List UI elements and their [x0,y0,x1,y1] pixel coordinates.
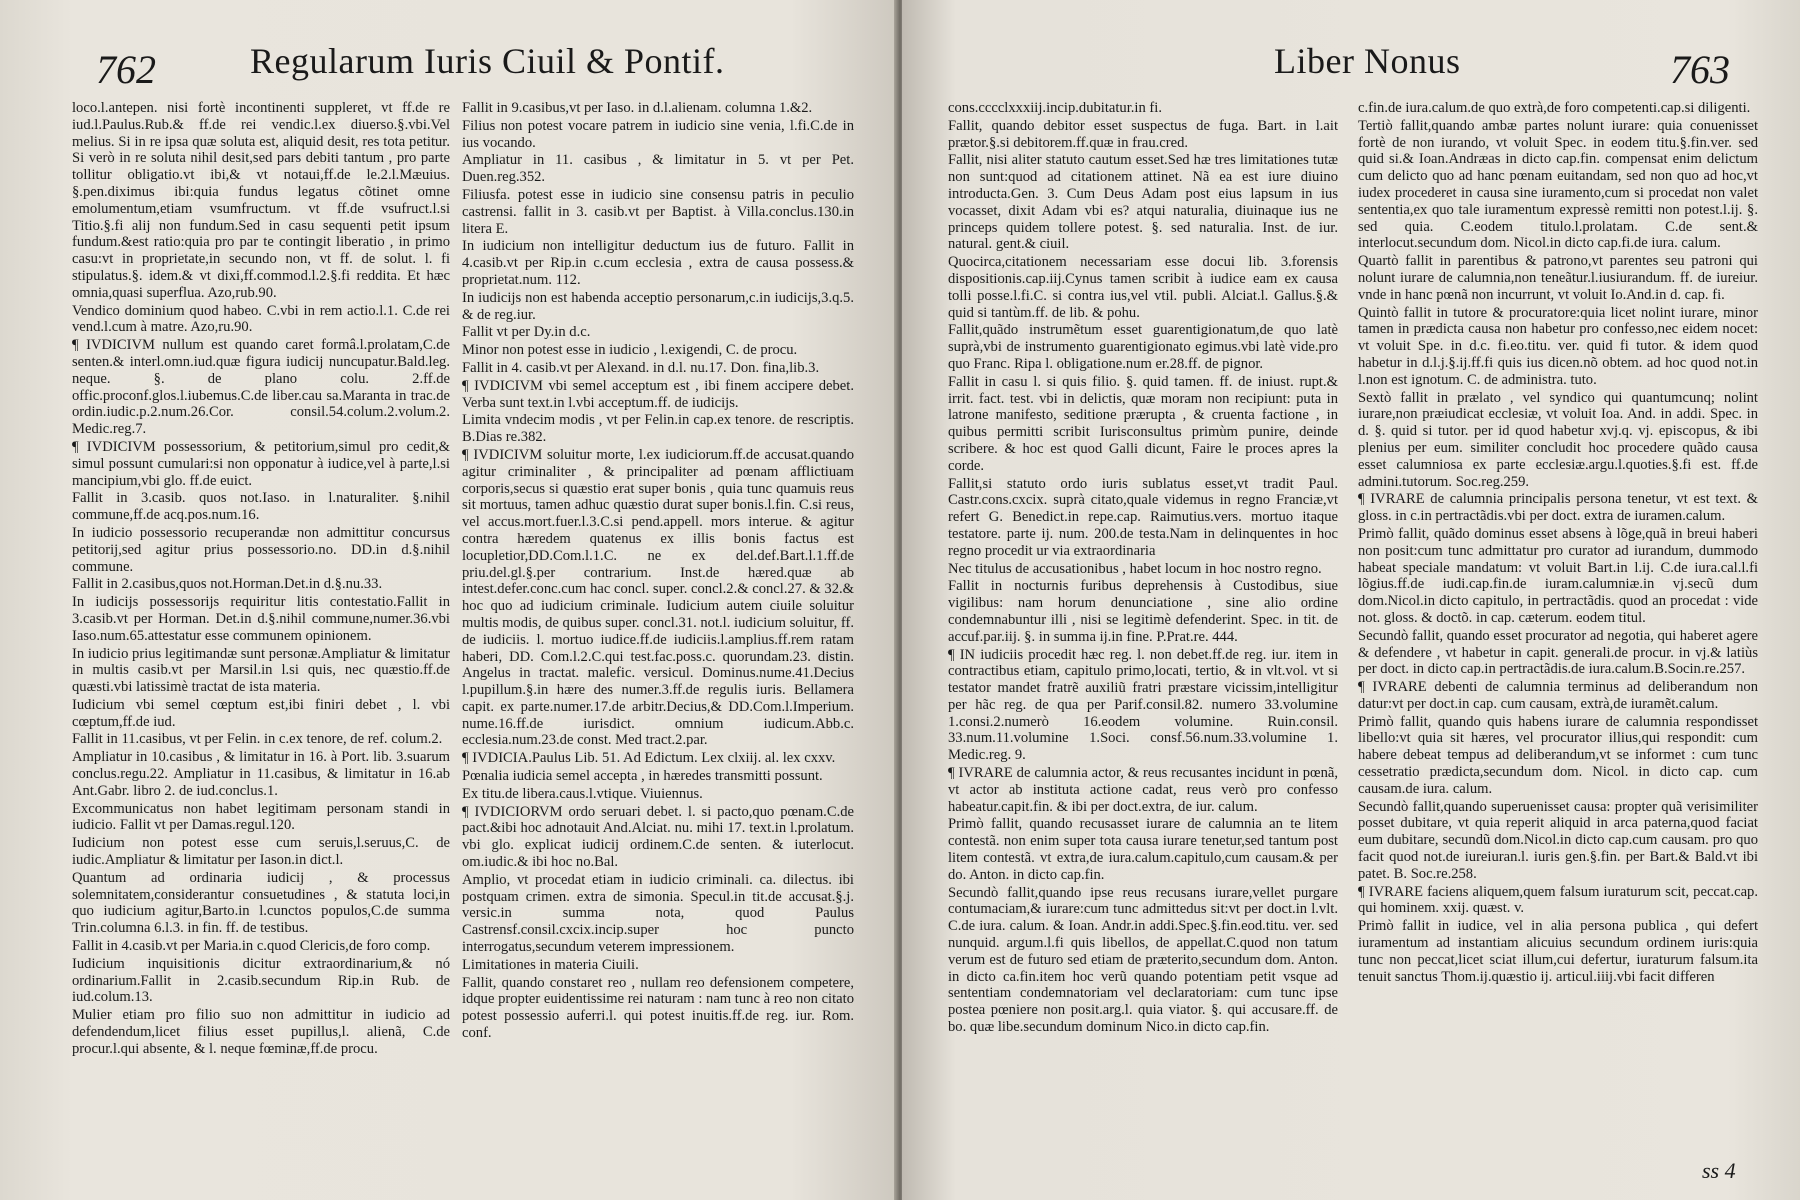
paragraph: Fallit in nocturnis furibus deprehensis à Custodibus, siue vigilibus: nam horum denunciatione , sine alio ordine condemnabuntur illi , nisi se legitimè defenderint. Spec. in tit. de accuf.par.iij. §. in summa ij.in fine. P.Prat.re. 444. [948,578,1338,645]
paragraph: cons.cccclxxxiij.incip.dubitatur.in fi. [948,100,1162,116]
right-column-2 [1358,100,1758,1190]
paragraph: Limitationes in materia Ciuili. [462,956,639,973]
paragraph: ¶ IVDICIVM possessorium, & petitorium,simul pro cedit,& simul possunt cumulari:si non opponatur à iudice,vel à parte,l.si mancipium,vbi glo. ff.de euict. [72,438,450,489]
paragraph: Amplio, vt procedat etiam in iudicio criminali. ca. dilectus. ibi postquam crimen. extra de simonia. Specul.in tit.de accusat.§.j. versic.in summa nota, quod Paulus Castrensf.consil.cxcix.incip.super hoc puncto interrogatus,secundum veterem impressionem. [462,871,854,956]
paragraph: In iudicium non intelligitur deductum ius de futuro. Fallit in 4.casib.vt per Rip.in c.cum ecclesia , extra de causa possess.& proprietat.num. 112. [462,238,854,288]
paragraph: Secundò fallit, quando esset procurator ad negotia, qui haberet agere & defendere , vt habetur in capit. generali.de procur. in vj.& latiùs per doct. in dicto cap.in pertractãdis.de iura.calum.B.Socin.re.257. [1358,627,1758,678]
paragraph: Quantum ad ordinaria iudicij , & processus solemnitatem,considerantur consuetudines , & statuta loci,in quo iudicium agitur,Barto.in l.cunctos populos,C.de summa Trin.columna 6.l.3. in fin. ff. de testibus. [72,869,450,937]
paragraph: Secundò fallit,quando ipse reus recusans iurare,vellet purgare contumaciam,& iurare:cum tunc admittedus sit:vt per doct.in l.vlt. C.de iura. calum. & Ioan. Andr.in addi.Spec.§.fin.eod.titu. ver. sed nunquid. argum.l.fi quis libellos, de appellat.C.quod non tatum verum est de futuro sed etiam de præterito,secundum dom. Anton. in dicto ca.fin.item hoc verũ quando potentiam petit vsque ad sententiam condemnatoriam vel declaratoriam: cum tunc ipse postea pœniere non posit.arg.l. quia viator. §. qui accusare.ff. de bo. quæ libe.secundum dominum Nico.in dicto cap.fin. [948,884,1338,1036]
paragraph: Mulier etiam pro filio suo non admittitur in iudicio ad defendendum,licet filius esset pupillus,l. alienã, C.de procur.l.qui absente, & l. neque fœminæ,ff.de procu. [72,1007,450,1057]
right-page-number: 763 [1670,47,1730,92]
paragraph: Primò fallit in iudice, vel in alia persona publica , qui defert iuramentum ad instantiam alicuius secundum ordinem iuris:quia tunc non peccat,licet sciat illum,cui defertur, iuraturum falsum.ita tenuit sanctus Thom.ij.quæstio ij. articul.iiij.vbi facit differen [1358,918,1758,985]
paragraph: Iudicium vbi semel cœptum est,ibi finiri debet , l. vbi cœptum,ff.de iud. [72,696,450,730]
paragraph: Fallit,quãdo instrumẽtum esset guarentigionatum,de quo latè suprà,vbi de instrumento guarentigionato egimus.vbi latè vide.pro quo Franc. Ripa l. obligatione.num er.28.ff. de pignor. [948,322,1338,372]
paragraph: Minor non potest esse in iudicio , l.exigendi, C. de procu. [462,342,798,359]
paragraph: ¶ IVDICIA.Paulus Lib. 51. Ad Edictum. Lex clxiij. al. lex cxxv. [462,750,836,767]
paragraph: Nec titulus de accusationibus , habet locum in hoc nostro regno. [948,560,1322,577]
paragraph: Quocirca,citationem necessariam esse docui lib. 3.forensis dispositionis.cap.iij.Cynus tamen scribit à iudice eam ex causa tolli posse.l.fi.C. si contra ius,vel vtil. publi. Alciat.l. Gallus.§.& quid si tantùm.ff. de lib. & pohu. [948,254,1338,321]
paragraph: Fallit in 2.casibus,quos not.Horman.Det.in d.§.nu.33. [72,576,383,593]
left-running-head: Regularum Iuris Ciuil & Pontif. [250,41,725,81]
paragraph: Fallit vt per Dy.in d.c. [462,324,591,341]
paragraph: Fallit in casu l. si quis filio. §. quid tamen. ff. de iniust. rupt.& irrit. fact. test. vbi in delictis, quæ moram non recipiunt: puta in latrone manifesto, seditione prærupta , & cruenta factione , in quibus permitti scribit Iurisconsultus primùm punire, deinde scribere. & hoc est quod Galli dicunt, Faire le proces apres la corde. [948,373,1338,474]
paragraph: Secundò fallit,quando superuenisset causa: propter quã verisimiliter posset dubitare, vt quia reperit aliquid in arca paterna,quod faciat eum dubitare, secundũ dom.Nicol.in dicto cap.cum causam. pro quo facit quod not.de iureiuran.l. iuris gen.§.fin. per Bart.& Bald.vt ibi patet. B. Soc.re.258. [1358,798,1758,882]
paragraph: Limita vndecim modis , vt per Felin.in cap.ex tenore. de rescriptis. B.Dias re.382. [462,412,854,446]
right-column-1 [948,100,1338,1190]
paragraph: Primò fallit, quãdo dominus esset absens à lõge,quã in breui haberi non posit:cum tunc admittatur pro curator ad iurandum, dummodo habeat speciale mandatum: vt voluit Bart.in l.ij. C.de iura.cal.l.fi lõgius.ff.de iudi.cap.fin.de iuram.calumniæ.in vj.secũ dum dom.Nicol.in dicto capitulo, in pertractãdis. quod an procedat : vide not. gloss. & doctõ. in cap. cæterum. eodem titul. [1358,525,1758,626]
signature-mark: ss 4 [1702,1158,1736,1183]
paragraph: Fallit,si statuto ordo iuris sublatus esset,vt tradit Paul. Castr.cons.cxcix. suprà citato,quale videmus in regno Franciæ,vt refert G. Benedict.in repe.cap. Raimutius.vers. mortuo itaque testatore. parte ij. num. 200.de testa.Nam in delinquentes in hoc regno procedit ur via extraordinaria [948,475,1338,559]
paragraph: In iudicijs non est habenda acceptio personarum,c.in iudicijs,3.q.5. & de reg.iur. [462,289,854,323]
right-page [902,0,1800,1200]
paragraph: Ampliatur in 11. casibus , & limitatur in 5. vt per Pet. Duen.reg.352. [462,152,854,186]
paragraph: ¶ IVDICIVM vbi semel acceptum est , ibi finem accipere debet. Verba sunt text.in l.vbi acceptum.ff. de iudicijs. [462,377,854,411]
paragraph: ¶ IVRARE debenti de calumnia terminus ad deliberandum non datur:vt per doct.in cap. cum causam, extrà,de iuramẽt.calum. [1358,679,1758,712]
paragraph: Fallit in 9.casibus,vt per Iaso. in d.l.alienam. columna 1.&2. [462,100,813,116]
paragraph: Quintò fallit in tutore & procuratore:quia licet nolint iurare, minor tamen in prædicta causa non habetur pro confesso,nec eidem nocet: vt voluit Spe. in d.c. fi.eo.titu. ver. quid fi tutor. & idem quod habetur in d.l.j.§.ij.ff.fi quis ius dicen.nõ obtem. ad hoc quod not.in l.non est ignotum. C. de administra. tuto. [1358,304,1758,388]
paragraph: Iudicium non potest esse cum seruis,l.seruus,C. de iudic.Ampliatur & limitatur per Iason.in dict.l. [72,835,450,869]
paragraph: Primò fallit, quando quis habens iurare de calumnia respondisset libello:vt quia sit hæres, vel procurator illius,qui respondit: cum habere debeat tempus ad deliberandum,vt se informet : cum tunc cessetratio prædicta,secundum dom. Nicol. in dicto cap. cum causam.de iura. calum. [1358,713,1758,797]
paragraph: c.fin.de iura.calum.de quo extrà,de foro competenti.cap.si diligenti. [1358,100,1751,116]
paragraph: In iudicio possessorio recuperandæ non admittitur concursus petitorij,sed agitur prius possessorio.no. DD.in d.§.nihil commune. [72,524,450,575]
paragraph: Fallit, quando debitor esset suspectus de fuga. Bart. in l.ait prætor.§.si debitorem.ff.quæ in frau.cred. [948,117,1338,151]
paragraph: Filius non potest vocare patrem in iudicio sine venia, l.fi.C.de in ius vocando. [462,117,854,151]
paragraph: Fallit, nisi aliter statuto cautum esset.Sed hæ tres limitationes tutæ non sunt:quod ad citationem attinet. Nã ea est iure diuino introducta.Gen. 3. Cum Deus Adam post eius lapsum in ius vocasset, dixit Adam vbi es? atqui naturalia, diuinaque ius ne princeps quidem tollere potest. §. sed naturalia. Inst. de iur. natural. gent.& ciuil. [948,152,1338,253]
paragraph: Iudicium inquisitionis dicitur extraordinarium,& nó ordinarium.Fallit in 2.casib.secundum Rip.in Rub. de iud.colum.13. [72,955,450,1006]
paragraph: Fallit in 3.casib. quos not.Iaso. in l.naturaliter. §.nihil commune,ff.de acq.pos.num.16. [72,490,450,524]
paragraph: ¶ IVDICIVM nullum est quando caret formâ.l.prolatam,C.de senten.& interl.omn.iud.quæ figura iudicij nuncupatur.Bald.leg. neque. §. de plano colu. 2.ff.de offic.proconf.glos.l.iubemus.C.de liber.cau sa.Maranta in trac.de ordin.iudic.p.2.num.26.Cor. consil.54.colum.2.volum.2. Medic.reg.7. [72,337,450,438]
paragraph: Filiusfa. potest esse in iudicio sine consensu patris in peculio castrensi. fallit in 3. casib.vt per Baptist. à Villa.conclus.130.in litera E. [462,186,854,237]
left-column-2 [462,100,854,1190]
paragraph: ¶ IVRARE faciens aliquem,quem falsum iuraturum scit, peccat.cap. qui hominem. xxij. quæst. v. [1358,883,1758,917]
paragraph: ¶ IVRARE de calumnia principalis persona tenetur, vt est text. & gloss. in c.in pertractãdis.vbi per doct. extra de iuramen.calum. [1358,491,1758,525]
paragraph: Tertiò fallit,quando ambæ partes nolunt iurare: quia conuenisset fortè de non iurando, vt voluit Spec. in eodem titu.§.fin.ver. sed quid si.& Ioan.Andræas in dicto cap.fin. compensat enim delictum cum delicto quo ad hanc pœnam euitandam, sed non quo ad hoc,vt iudex procederet in causa sine iuramento,cum si procedat non valet sententia,ex quo tale iuramentum expressè remitti non potest.l.ij. §. sed quia. C.eodem titulo.l.prolatam. C.de sent.& interlocut.secundum dom. Nicol.in dicto cap.fi.de iura. calum. [1358,117,1758,252]
right-running-head: Liber Nonus [1274,41,1461,81]
paragraph: Quartò fallit in parentibus & patrono,vt parentes seu patroni qui nolunt iurare de calumnia,non teneãtur.l.iusiurandum. ff. de iureiur. vnde in hanc pœnã non incurrunt, vt voluit Io.And.in d. cap. fi. [1358,253,1758,303]
paragraph: In iudicijs possessorijs requiritur litis contestatio.Fallit in 3.casib.vt per Horman. Det.in d.§.nihil commune,numer.36.vbi Iaso.num.65.attestatur esse communem opinionem. [72,594,450,644]
paragraph: Vendico dominium quod habeo. C.vbi in rem actio.l.1. C.de rei vend.l.cum à matre. Azo,ru.90. [72,302,450,336]
paragraph: Pœnalia iudicia semel accepta , in hæredes transmitti possunt. [462,768,823,785]
paragraph: ¶ IVDICIVM soluitur morte, l.ex iudiciorum.ff.de accusat.quando agitur criminaliter , & principaliter ad pœnam afflictiuam corporis,secus si quæstio erat super bonis , quia tunc quamuis reus sit mortuus, tamen adhuc quæstio durat super bonis.l.fin. C.si reus, vel accus.mort.fuer.l.3.C.si pend.appell. mors interue. & agitur contra hæredem quatenus ex illis bonis factus est locupletior,DD.Com.l.1.C. ne ex del.def.Bart.l.1.ff.de priu.del.gl.§.per contrarium. Inst.de hæred.quæ ab intest.defer.conc.cum hac concl. super. concl.2.& concl.27. & 32.& hoc quo ad iudicium criminale. Iudicium autem ciuile soluitur multis modis, de quibus super. concl.31. not.l. iudicium soluitur, ff. de iudiciis. l. mortuo iudice.ff.de iudiciis.l.amplius.ff.rem ratam haberi, DD. Com.l.2.C.qui test.fac.poss.c. quorundam.23. distin. Angelus in tractat. malefic. versicul. Dominus.nume.41.Decius l.pupillum.§.in hære des numer.3.ff.de regulis iuris. Bellamera capit. ex parte.numer.17.de arbitr.Decius,& DD.Com.l.Imperium. nume.16.ff.de iurisdict. omnium iudicum.Abb.c. ecclesia.num.23.de const. Med tract.2.par. [462,446,854,749]
paragraph: Fallit in 4. casib.vt per Alexand. in d.l. nu.17. Don. fina,lib.3. [462,359,820,376]
paragraph: In iudicio prius legitimandæ sunt personæ.Ampliatur & limitatur in multis casib.vt per Marsil.in l.si quis, nec quæstio.ff.de quæsti.vbi latissimè tractat de ista materia. [72,645,450,696]
paragraph: Fallit, quando constaret reo , nullam reo defensionem competere, idque propter euidentissime rei naturam : nam tunc à reo non citato potest possessio auferri.l. qui potest inuitis.ff.de reg. iur. Rom. conf. [462,974,854,1042]
paragraph: Sextò fallit in prælato , vel syndico qui quantumcunq; nolint iurare,non præiudicat ecclesiæ, vt voluit Ioa. And. in addi. Spec. in d. §. quid si tutor. per id quod habetur xvj.q. vj. episcopus, & ibi plenius per eum. similiter concludit hoc procedere quãdo causa esset calumniosa ex parte ecclesiæ.argu.l.quoties.§.fi est. ff.de admini.tutorum. Soc.reg.259. [1358,389,1758,490]
left-page [0,0,898,1200]
paragraph: Fallit in 4.casib.vt per Maria.in c.quod Clericis,de foro comp. [72,938,431,955]
left-column-1 [72,100,450,1190]
paragraph: ¶ IN iudiciis procedit hæc reg. l. non debet.ff.de reg. iur. item in contractibus etiam, capitulo primo,locati, tertio, & in vlt.vol. vt si testator mandet fratrẽ auxiliũ fratri præstare vicissim,intelligitur per hãc reg. de qua per Parif.consil.82. numero 33.volumine 1.consi.2.numerò 16.eodem volumine. Ruin.consil. 33.num.11.volumine 1.Soci. consf.56.num.33.volumine 1. Medic.reg. 9. [948,646,1338,764]
paragraph: ¶ IVRARE de calumnia actor, & reus recusantes incidunt in pœnã, vt actor ab instituta actione cadat, reus verò pro confesso habeatur.capit.fin. & ibi per doct.extra, de iur. calum. [948,765,1338,815]
paragraph: Fallit in 11.casibus, vt per Felin. in c.ex tenore, de ref. colum.2. [72,731,443,748]
paragraph: loco.l.antepen. nisi fortè incontinenti suppleret, vt ff.de re iud.l.Paulus.Rub.& ff.de rei vendic.l.ex diuerso.§.vbi.Vel melius. Si in re ipsa quæ soluta est, aliquid desit, res tota petitur. Si verò in re soluta nihil desit,sed pars debiti tantum , pro parte tollitur obligatio.vt ibi,& vt notaui,ff.de le.2.l.Mæuius. §.pen.diximus ibi:quia fundus legatus cõtinet omne emolumentum,etiam vsumfructum. vt ff.de vsufruct.l.si Titio.§.fi alij non fundum.Sed in casu sequenti petit ipsum fundum.&est ratio:quia pro par te contingit liberatio , in primo casu:vt in proprietate,in secundo non, vt ff. de solut. l. fi stipulatus.§. idem.& vt dixi,ff.commod.l.2.§.fi reddita. Et hæc omnia,quasi superflua. Azo,rub.90. [72,100,450,301]
paragraph: Excommunicatus non habet legitimam personam standi in iudicio. Fallit vt per Damas.regul.120. [72,800,450,834]
paragraph: Ex titu.de libera.caus.l.vtique. Viuiennus. [462,785,703,802]
left-page-number: 762 [96,47,156,92]
paragraph: Primò fallit, quando recusasset iurare de calumnia an te litem contestã. non enim super tota causa iurare tenetur,sed tantum post litem contestã. vt extra,de iura.calum.capitulo,cum causam.& per do. Anton. in dicto cap.fin. [948,816,1338,883]
paragraph: Ampliatur in 10.casibus , & limitatur in 16. à Port. lib. 3.suarum conclus.regu.22. Ampliatur in 11.casibus, & limitatur in 16.ab Ant.Gabr. libro 2. de iud.conclus.1. [72,749,450,799]
paragraph: ¶ IVDICIORVM ordo seruari debet. l. si pacto,quo pœnam.C.de pact.&ibi hoc adnotauit And.Alciat. nu. mihi 17. text.in l.prolatum. vbi glo. explicat iudicij ordinem.C.de senten. & iuterlocut. om.iudic.& ibi hoc no.Bal. [462,803,854,871]
